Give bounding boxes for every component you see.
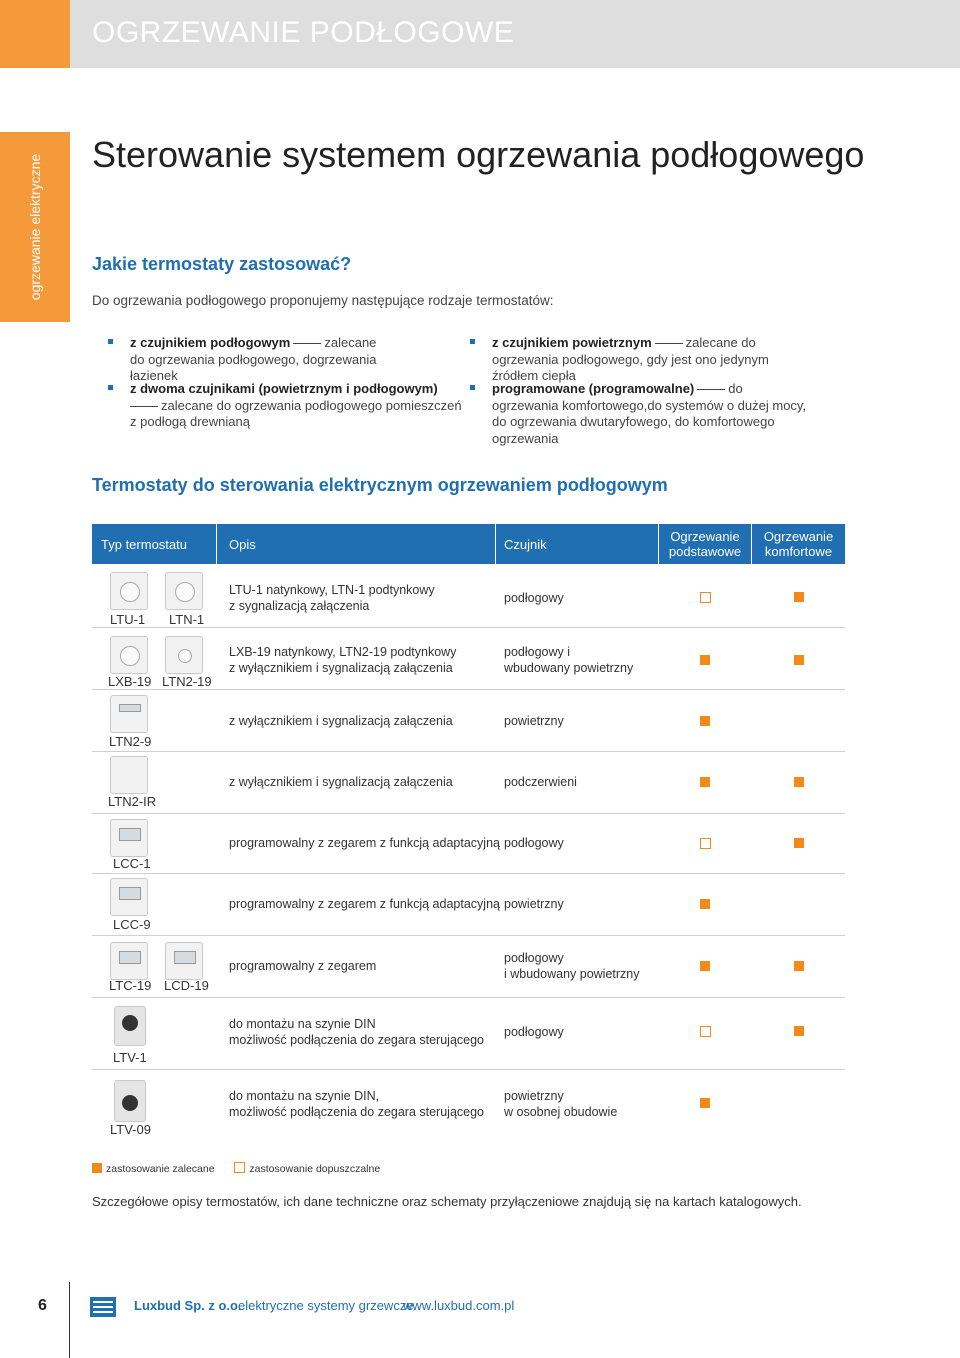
header-description: Opis bbox=[229, 536, 256, 552]
table-row bbox=[92, 1070, 845, 1142]
recommended-marker bbox=[700, 716, 710, 726]
table-row bbox=[92, 566, 845, 628]
bullet-marker bbox=[470, 339, 475, 344]
model-code: LCC-9 bbox=[113, 917, 151, 932]
recommended-marker bbox=[794, 655, 804, 665]
thermostat-image-ltn-1 bbox=[165, 572, 203, 610]
row-description: do montażu na szynie DIN możliwość podłączenia do zegara sterującego bbox=[229, 1017, 485, 1047]
recommended-marker bbox=[700, 899, 710, 909]
legend-recommended-label: zastosowanie zalecane bbox=[106, 1163, 215, 1175]
header-type: Typ termostatu bbox=[101, 536, 187, 552]
table-row bbox=[92, 874, 845, 936]
model-code: LCD-19 bbox=[164, 978, 209, 993]
bullet-text: zalecane do ogrzewania podłogowego, gdy jest ono jedynym źródłem ciepła bbox=[492, 335, 769, 383]
thermostat-image-lxb-19 bbox=[110, 636, 148, 674]
recommended-marker bbox=[700, 777, 710, 787]
model-code: LTN2-IR bbox=[108, 794, 157, 809]
bullet-floor-sensor bbox=[108, 335, 380, 385]
header-accent-block bbox=[0, 0, 70, 68]
row-description: programowalny z zegarem z funkcją adaptacyjną bbox=[229, 897, 500, 911]
side-tab-label: ogrzewanie elektryczne bbox=[27, 153, 43, 301]
thermostat-image-ltn2-19 bbox=[165, 636, 203, 674]
header-sensor: Czujnik bbox=[504, 536, 547, 552]
footer-divider bbox=[69, 1282, 70, 1358]
footer-company: Luxbud Sp. z o.o. bbox=[134, 1298, 242, 1313]
bullet-marker bbox=[470, 385, 475, 390]
recommended-marker bbox=[794, 777, 804, 787]
recommended-marker bbox=[700, 961, 710, 971]
intro-text: Do ogrzewania podłogowego proponujemy następujące rodzaje termostatów: bbox=[92, 293, 554, 308]
recommended-marker bbox=[794, 838, 804, 848]
row-sensor: powietrzny bbox=[504, 897, 564, 911]
legend-allowed-marker bbox=[234, 1162, 245, 1173]
bullet-marker bbox=[108, 339, 113, 344]
allowed-marker bbox=[700, 592, 711, 603]
bullet-title: z dwoma czujnikami (powietrznym i podłogowym) bbox=[130, 381, 438, 396]
row-sensor: podłogowy bbox=[504, 591, 564, 605]
header-comfort-heating: Ogrzewanie komfortowe bbox=[763, 529, 834, 559]
table-row bbox=[92, 690, 845, 752]
model-code: LTV-09 bbox=[110, 1122, 151, 1137]
row-sensor: podłogowy bbox=[504, 836, 564, 850]
thermostat-image-ltc-19 bbox=[110, 942, 148, 980]
bullet-title: z czujnikiem podłogowym bbox=[130, 335, 291, 350]
row-description: z wyłącznikiem i sygnalizacją załączenia bbox=[229, 714, 453, 728]
row-description: programowalny z zegarem bbox=[229, 959, 377, 973]
page-title: Sterowanie systemem ogrzewania podłogowego bbox=[92, 134, 865, 175]
table-row bbox=[92, 628, 845, 690]
thermostat-image-lcc-9 bbox=[110, 878, 148, 916]
recommended-marker bbox=[700, 1098, 710, 1108]
bullet-title: z czujnikiem powietrznym bbox=[492, 335, 652, 350]
row-description: do montażu na szynie DIN, możliwość podłączenia do zegara sterującego bbox=[229, 1089, 485, 1119]
bullet-text: zalecane do ogrzewania podłogowego, dogrzewania łazienek bbox=[130, 335, 377, 383]
header-basic-heating: Ogrzewanie podstawowe bbox=[668, 529, 742, 559]
legend bbox=[92, 1162, 380, 1175]
bullet-dual-sensor bbox=[108, 381, 462, 431]
thermostat-image-ltn2-9 bbox=[110, 695, 148, 733]
model-code: LTU-1 bbox=[110, 612, 146, 627]
bullet-programmable bbox=[470, 381, 810, 447]
model-code: LXB-19 bbox=[108, 674, 152, 689]
model-code: LTN2-19 bbox=[162, 674, 212, 689]
row-description: LTU-1 natynkowy, LTN-1 podtynkowy z sygnalizacją załączenia bbox=[229, 583, 435, 613]
bullet-title: programowane (programowalne) bbox=[492, 381, 695, 396]
luxbud-logo-icon bbox=[90, 1297, 116, 1317]
table-row bbox=[92, 936, 845, 998]
footer-tagline: elektryczne systemy grzewcze bbox=[238, 1298, 414, 1313]
row-sensor: podłogowy bbox=[504, 1025, 564, 1039]
thermostat-image-ltv-09 bbox=[114, 1080, 146, 1122]
thermostat-image-ltu-1 bbox=[110, 572, 148, 610]
thermostat-image-lcc-1 bbox=[110, 819, 148, 857]
table-header bbox=[92, 524, 845, 564]
table-row bbox=[92, 814, 845, 874]
thermostat-image-ltv-1 bbox=[114, 1006, 146, 1046]
row-description: LXB-19 natynkowy, LTN2-19 podtynkowy z wyłącznikiem i sygnalizacją załączenia bbox=[229, 645, 457, 675]
model-code: LTC-19 bbox=[109, 978, 152, 993]
row-sensor: podłogowy i wbudowany powietrzny bbox=[504, 645, 634, 675]
recommended-marker bbox=[794, 961, 804, 971]
row-sensor: powietrzny bbox=[504, 714, 564, 728]
table-row bbox=[92, 998, 845, 1070]
thermostat-image-ltn2-ir bbox=[110, 756, 148, 794]
row-description: z wyłącznikiem i sygnalizacją załączenia bbox=[229, 775, 453, 789]
allowed-marker bbox=[700, 1026, 711, 1037]
footnote: Szczegółowe opisy termostatów, ich dane techniczne oraz schematy przyłączeniowe znajdują się na kartach katalogowych. bbox=[92, 1194, 802, 1209]
section-title: OGRZEWANIE PODŁOGOWE bbox=[92, 16, 515, 49]
thermostat-image-lcd-19 bbox=[165, 942, 203, 980]
page-number: 6 bbox=[38, 1297, 47, 1314]
row-sensor: podczerwieni bbox=[504, 775, 577, 789]
model-code: LTN-1 bbox=[169, 612, 205, 627]
recommended-marker bbox=[794, 1026, 804, 1036]
recommended-marker bbox=[700, 655, 710, 665]
recommended-marker bbox=[794, 592, 804, 602]
table-heading: Termostaty do sterowania elektrycznym ogrzewaniem podłogowym bbox=[92, 475, 668, 495]
row-description: programowalny z zegarem z funkcją adaptacyjną bbox=[229, 836, 500, 850]
page-subtitle: Jakie termostaty zastosować? bbox=[92, 254, 352, 274]
model-code: LTN2-9 bbox=[109, 734, 152, 749]
legend-recommended-marker bbox=[92, 1163, 102, 1173]
model-code: LCC-1 bbox=[113, 856, 151, 871]
bullet-air-sensor bbox=[470, 335, 808, 385]
bullet-text: do ogrzewania komfortowego,do systemów o dużej mocy, do ogrzewania dwutaryfowego, do komfortowego ogrzewania bbox=[492, 381, 807, 446]
bullet-marker bbox=[108, 385, 113, 390]
row-sensor: podłogowy i wbudowany powietrzny bbox=[504, 951, 640, 981]
footer-url-link[interactable]: www.luxbud.com.pl bbox=[403, 1298, 515, 1313]
row-sensor: powietrzny w osobnej obudowie bbox=[504, 1089, 618, 1119]
legend-allowed-label: zastosowanie dopuszczalne bbox=[249, 1163, 381, 1175]
bullet-text: zalecane do ogrzewania podłogowego pomieszczeń z podłogą drewnianą bbox=[130, 397, 462, 429]
model-code: LTV-1 bbox=[113, 1050, 147, 1065]
allowed-marker bbox=[700, 838, 711, 849]
table-row bbox=[92, 752, 845, 814]
